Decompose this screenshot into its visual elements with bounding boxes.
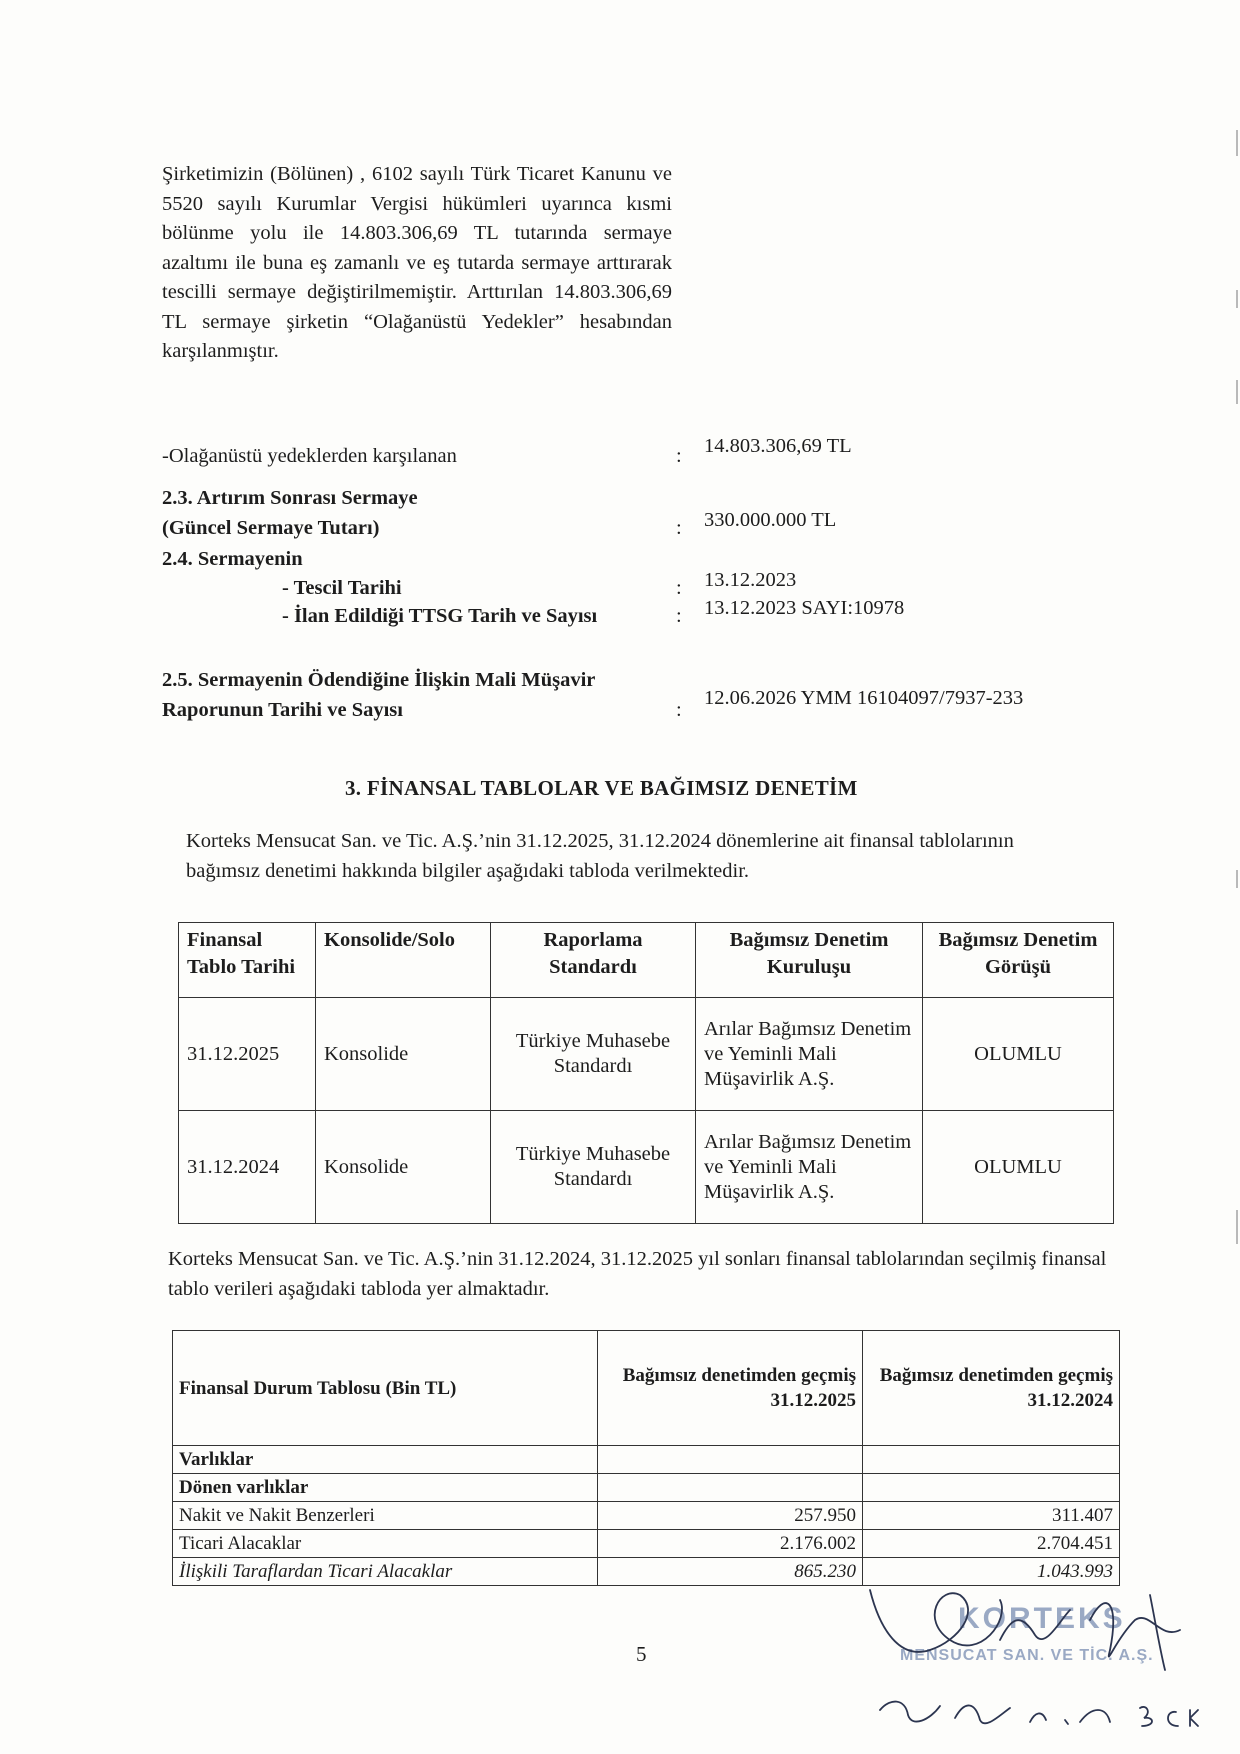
capital-heading: 2.4. Sermayenin bbox=[162, 548, 303, 570]
audit-intro-text: Korteks Mensucat San. ve Tic. A.Ş.’nin 31.12.2025, 31.12.2024 dönemlerine ait finansal tablolarının bağımsız denetimi hakkında bilgiler aşağıdaki tabloda verilmektedir. bbox=[186, 830, 1014, 882]
value-2025 bbox=[598, 1474, 863, 1502]
cell-auditor: Arılar Bağımsız Denetim ve Yeminli Mali Müşavirlik A.Ş. bbox=[696, 1111, 923, 1224]
value-2025 bbox=[598, 1446, 863, 1474]
value-2024: 311.407 bbox=[863, 1502, 1120, 1530]
row-label: İlişkili Taraflardan Ticari Alacaklar bbox=[173, 1558, 598, 1586]
financial-table-header bbox=[173, 1331, 1120, 1446]
extraordinary-reserves-label: -Olağanüstü yedeklerden karşılanan bbox=[162, 445, 457, 467]
header-statement: Finansal Durum Tablosu (Bin TL) bbox=[173, 1331, 598, 1446]
table-row bbox=[173, 1446, 1120, 1474]
post-increase-label-1: 2.3. Artırım Sonrası Sermaye bbox=[162, 487, 418, 509]
section-title: 3. FİNANSAL TABLOLAR VE BAĞIMSIZ DENETİM bbox=[345, 776, 858, 800]
financial-intro-text: Korteks Mensucat San. ve Tic. A.Ş.’nin 31.12.2024, 31.12.2025 yıl sonları finansal tablolarından seçilmiş finansal tablo verileri aşağıdaki tabloda yer almaktadır. bbox=[168, 1248, 1107, 1300]
table-row bbox=[173, 1502, 1120, 1530]
table-row bbox=[179, 1111, 1114, 1224]
ymm-value: 12.06.2026 YMM 16104097/7937-233 bbox=[704, 687, 1024, 709]
header-date: Finansal Tablo Tarihi bbox=[179, 923, 316, 998]
post-increase-label-2: (Güncel Sermaye Tutarı) bbox=[162, 517, 380, 539]
ymm-label-1: 2.5. Sermayenin Ödendiğine İlişkin Mali Müşavir bbox=[162, 669, 596, 691]
header-auditor: Bağımsız Denetim Kuruluşu bbox=[696, 923, 923, 998]
value-2025: 257.950 bbox=[598, 1502, 863, 1530]
colon: : bbox=[676, 517, 682, 539]
header-standard: Raporlama Standardı bbox=[491, 923, 696, 998]
row-label: Varlıklar bbox=[173, 1446, 598, 1474]
audit-table-header bbox=[179, 923, 1114, 998]
financial-table bbox=[172, 1330, 1120, 1586]
colon: : bbox=[676, 699, 682, 721]
cell-date: 31.12.2024 bbox=[179, 1111, 316, 1224]
cell-auditor: Arılar Bağımsız Denetim ve Yeminli Mali Müşavirlik A.Ş. bbox=[696, 998, 923, 1111]
cell-date: 31.12.2025 bbox=[179, 998, 316, 1111]
ttsg-value: 13.12.2023 SAYI:10978 bbox=[704, 597, 905, 619]
colon: : bbox=[676, 605, 682, 627]
value-2025: 2.176.002 bbox=[598, 1530, 863, 1558]
colon: : bbox=[676, 445, 682, 467]
svg-text:MENSUCAT SAN. VE TİC. A.Ş.: MENSUCAT SAN. VE TİC. A.Ş. bbox=[900, 1647, 1154, 1664]
header-2024: Bağımsız denetimden geçmiş 31.12.2024 bbox=[863, 1331, 1120, 1446]
ttsg-label: - İlan Edildiği TTSG Tarih ve Sayısı bbox=[282, 605, 598, 627]
row-label: Ticari Alacaklar bbox=[173, 1530, 598, 1558]
cell-standard: Türkiye Muhasebe Standardı bbox=[491, 1111, 696, 1224]
value-2024 bbox=[863, 1474, 1120, 1502]
table-row bbox=[179, 998, 1114, 1111]
cell-opinion: OLUMLU bbox=[923, 998, 1114, 1111]
capital-paragraph: Şirketimizin (Bölünen) , 6102 sayılı Türk Ticaret Kanunu ve 5520 sayılı Kurumlar Vergisi hükümleri uyarınca kısmi bölünme yolu ile 14.803.306,69 TL tutarında sermaye azaltımı ile buna eş zamanlı ve eş tutarda sermaye arttırarak tescilli sermaye değiştirilmemiştir. Arttırılan 14.803.306,69 TL sermaye şirketin “Olağanüstü Yedekler” hesabından karşılanmıştır. bbox=[162, 163, 672, 362]
value-2024 bbox=[863, 1446, 1120, 1474]
cell-consolidation: Konsolide bbox=[316, 1111, 491, 1224]
header-consolidation: Konsolide/Solo bbox=[316, 923, 491, 998]
value-2024: 2.704.451 bbox=[863, 1530, 1120, 1558]
row-label: Dönen varlıklar bbox=[173, 1474, 598, 1502]
registration-date-value: 13.12.2023 bbox=[704, 569, 797, 591]
value-2025: 865.230 bbox=[598, 1558, 863, 1586]
extraordinary-reserves-value: 14.803.306,69 TL bbox=[704, 435, 852, 457]
cell-standard: Türkiye Muhasebe Standardı bbox=[491, 998, 696, 1111]
audit-table bbox=[178, 922, 1114, 1224]
post-increase-value: 330.000.000 TL bbox=[704, 509, 837, 531]
value-2024: 1.043.993 bbox=[863, 1558, 1120, 1586]
row-label: Nakit ve Nakit Benzerleri bbox=[173, 1502, 598, 1530]
svg-text:KORTEKS: KORTEKS bbox=[958, 1602, 1126, 1635]
registration-label: - Tescil Tarihi bbox=[282, 577, 402, 599]
header-opinion: Bağımsız Denetim Görüşü bbox=[923, 923, 1114, 998]
cell-consolidation: Konsolide bbox=[316, 998, 491, 1111]
page-number: 5 bbox=[636, 1642, 647, 1666]
header-2025: Bağımsız denetimden geçmiş 31.12.2025 bbox=[598, 1331, 863, 1446]
colon: : bbox=[676, 577, 682, 599]
cell-opinion: OLUMLU bbox=[923, 1111, 1114, 1224]
company-stamp bbox=[860, 1580, 1200, 1740]
table-row bbox=[173, 1474, 1120, 1502]
table-row bbox=[173, 1530, 1120, 1558]
ymm-label-2: Raporunun Tarihi ve Sayısı bbox=[162, 699, 403, 721]
